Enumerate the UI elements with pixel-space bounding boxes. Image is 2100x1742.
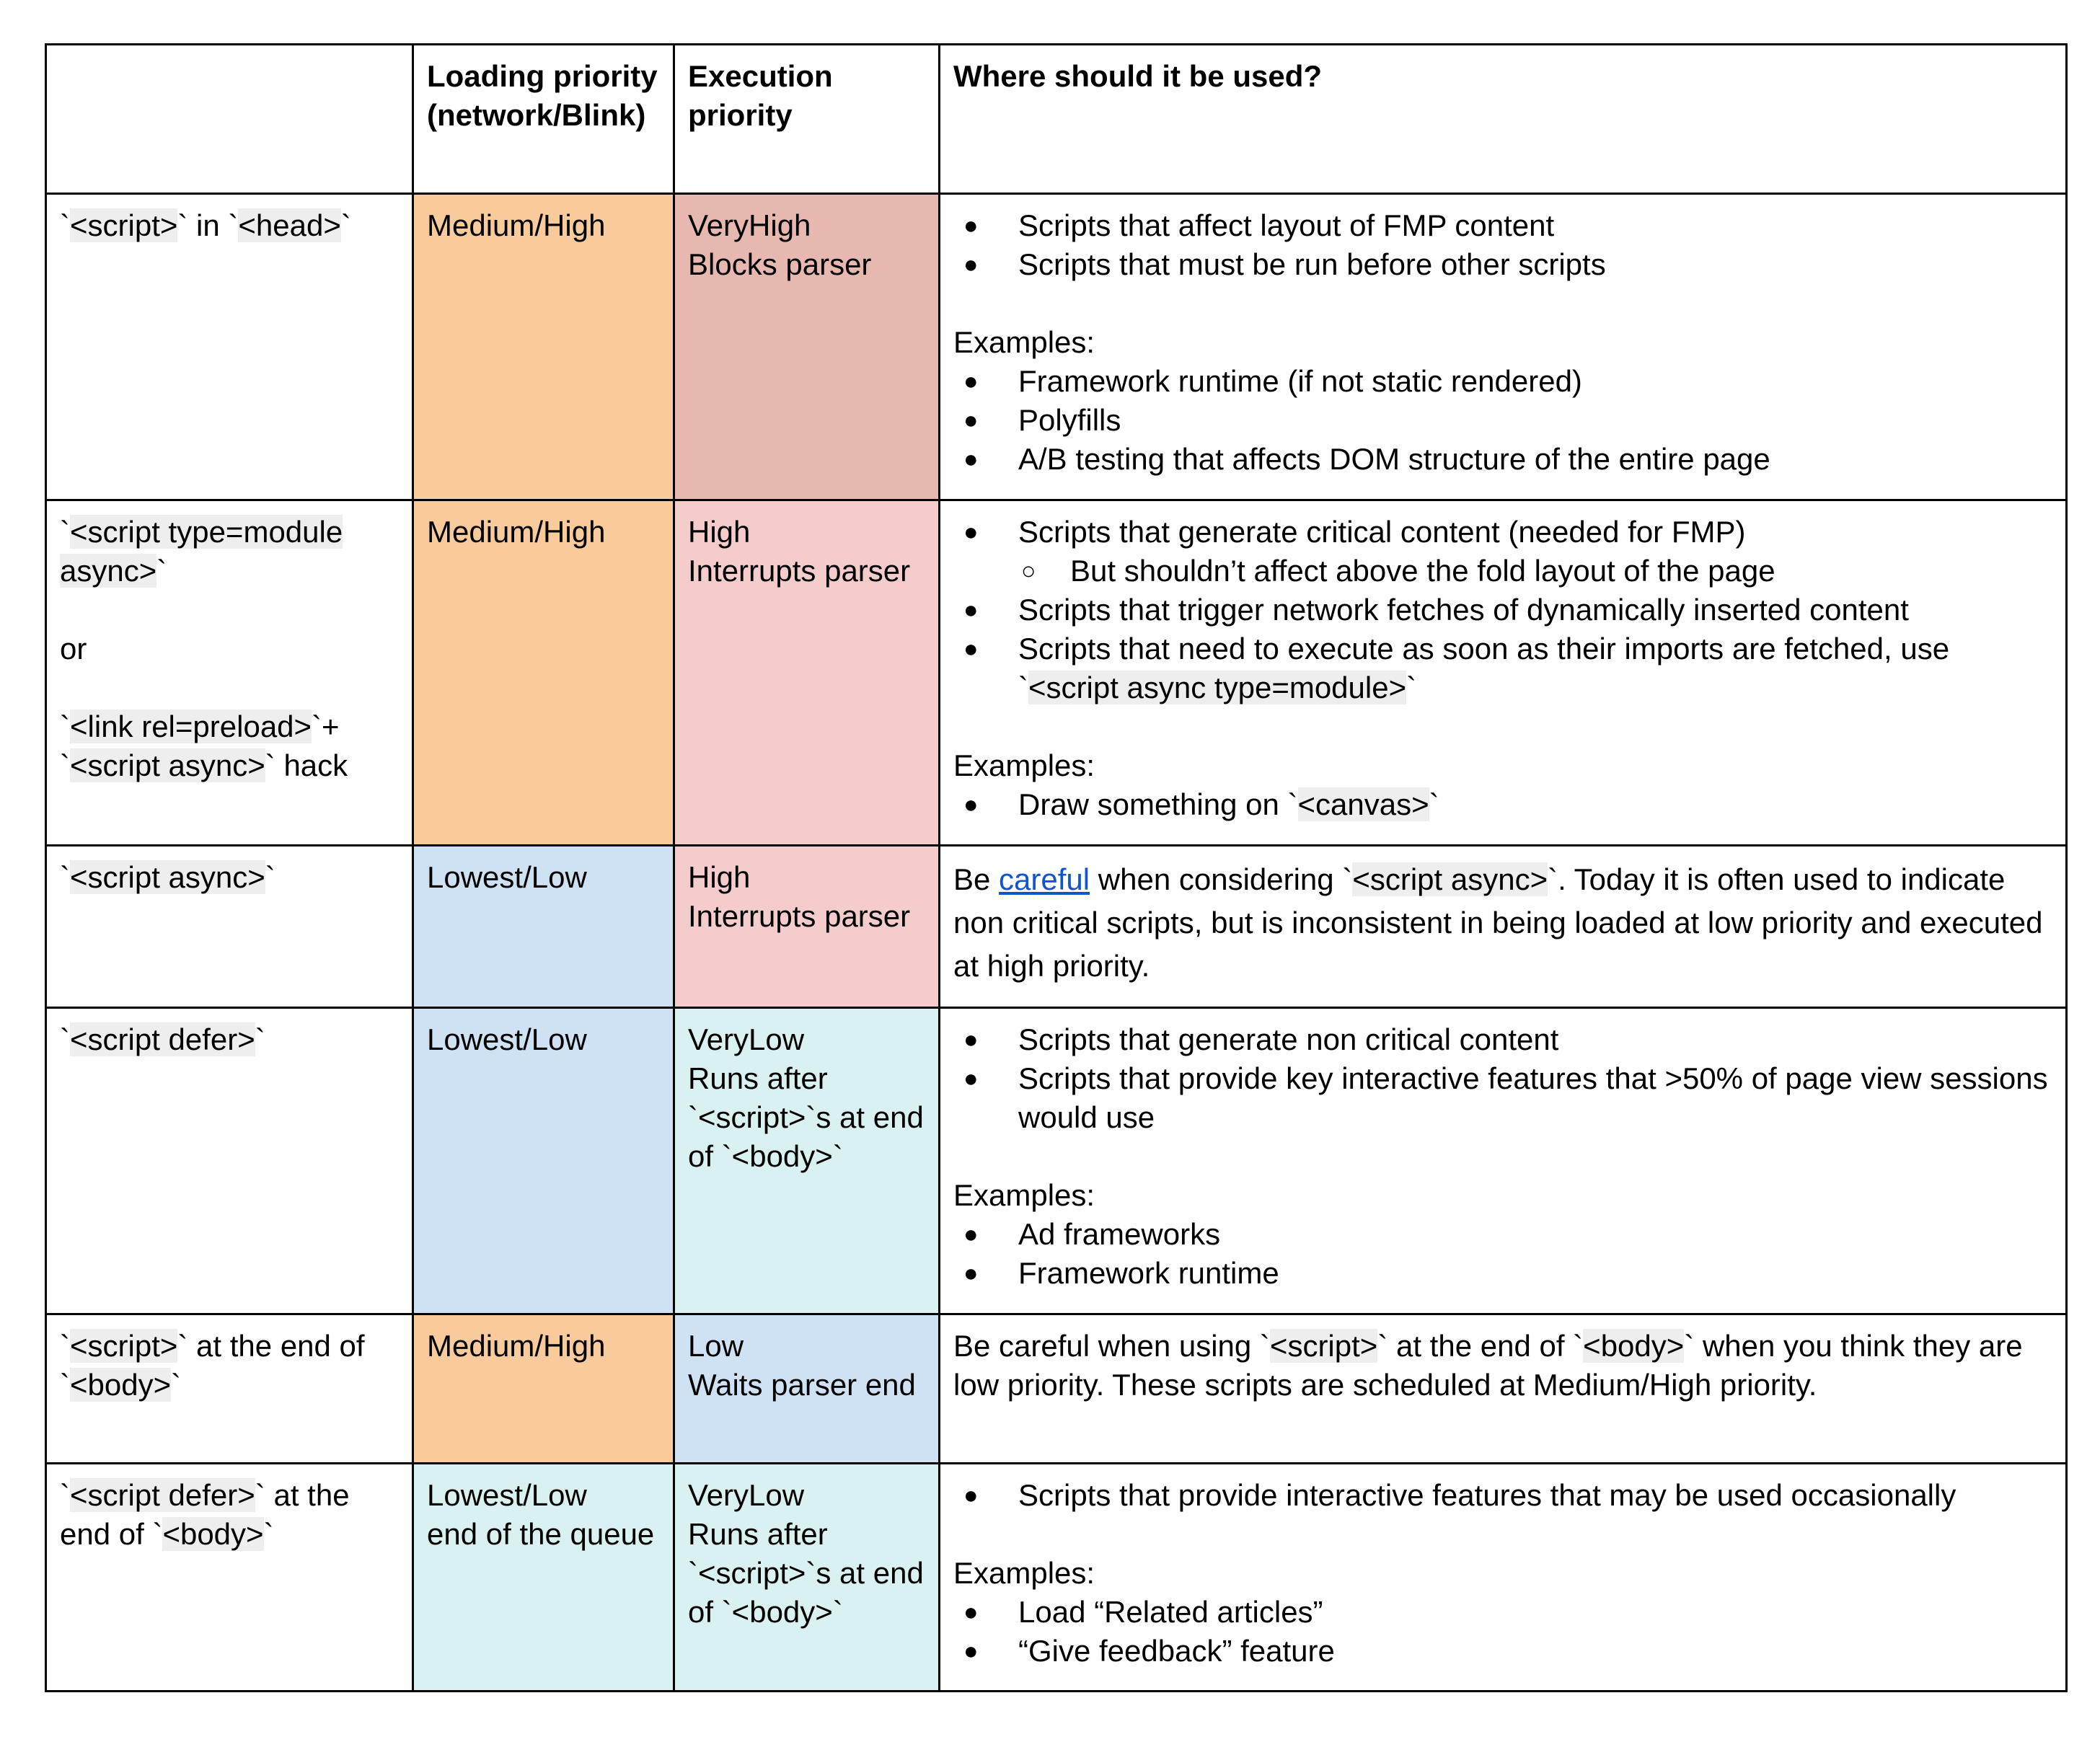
careful-link[interactable]: careful xyxy=(999,862,1090,896)
examples-label: Examples: xyxy=(953,1178,1095,1212)
list-item: ● Polyfills xyxy=(953,401,2052,440)
examples-list xyxy=(953,362,2052,479)
list-item: ○ But shouldn’t affect above the fold layout of the page xyxy=(1018,552,2052,591)
list-item: ● Scripts that generate non critical content xyxy=(953,1020,2052,1059)
list-item: ● Scripts that provide interactive features that may be used occasionally xyxy=(953,1476,2052,1515)
table-row xyxy=(46,846,2067,1008)
examples-label: Examples: xyxy=(953,1556,1095,1590)
code-snippet: <head> xyxy=(238,208,341,242)
loading-priority-cell: Medium/High xyxy=(413,500,674,846)
table-row xyxy=(46,1008,2067,1314)
list-item: ● Framework runtime xyxy=(953,1254,2052,1293)
code-snippet: <body> xyxy=(1583,1329,1685,1363)
usage-cell xyxy=(940,1464,2067,1692)
usage-cell xyxy=(940,1314,2067,1464)
list-item: ● Scripts that need to execute as soon as their imports are fetched, use `<script async type=module>` xyxy=(953,629,2052,707)
usage-text: Be careful when using `<script>` at the end of `<body>` when you think they are low priority. These scripts are scheduled at Medium/High priority. xyxy=(953,1329,2023,1402)
usage-list xyxy=(953,1020,2052,1137)
execution-priority-cell: VeryLow Runs after `<script>`s at end of `<body>` xyxy=(674,1008,940,1314)
list-item: ● A/B testing that affects DOM structure of the entire page xyxy=(953,440,2052,479)
list-item: ● Scripts that must be run before other scripts xyxy=(953,245,2052,284)
list-item: ● Scripts that affect layout of FMP content xyxy=(953,206,2052,245)
loading-priority-cell: Lowest/Low xyxy=(413,846,674,1008)
list-item: ● Ad frameworks xyxy=(953,1215,2052,1254)
list-item: ● Scripts that generate critical content (needed for FMP) ○ But shouldn’t affect above the fold layout of the page xyxy=(953,513,2052,591)
code-snippet: <script type=module async> xyxy=(60,515,343,588)
list-item: ● Scripts that trigger network fetches of dynamically inserted content xyxy=(953,591,2052,629)
usage-list xyxy=(953,513,2052,707)
code-snippet: <script defer> xyxy=(70,1022,255,1056)
examples-list xyxy=(953,1593,2052,1671)
loading-priority-cell: Lowest/Low end of the queue xyxy=(413,1464,674,1692)
examples-list xyxy=(953,785,2052,824)
or-text: or xyxy=(60,632,87,666)
list-item: ● Scripts that provide key interactive features that >50% of page view sessions would use xyxy=(953,1059,2052,1137)
header-where-used: Where should it be used? xyxy=(940,45,2067,194)
method-cell: `<script>` at the end of `<body>` xyxy=(46,1314,413,1464)
usage-list xyxy=(953,1476,2052,1515)
loading-priority-cell: Lowest/Low xyxy=(413,1008,674,1314)
header-loading-priority: Loading priority (network/Blink) xyxy=(413,45,674,194)
sub-list xyxy=(1018,552,2052,591)
method-cell: `<script defer>` at the end of `<body>` xyxy=(46,1464,413,1692)
script-priority-table xyxy=(45,43,2068,1692)
examples-label: Examples: xyxy=(953,748,1095,782)
code-snippet: <script defer> xyxy=(70,1478,255,1512)
usage-list xyxy=(953,206,2052,284)
method-cell: `<script type=module async>` or `<link rel=preload>`+ `<script async>` hack xyxy=(46,500,413,846)
code-snippet: <script> xyxy=(1269,1329,1378,1363)
header-execution-priority: Execution priority xyxy=(674,45,940,194)
usage-cell xyxy=(940,846,2067,1008)
code-snippet: <canvas> xyxy=(1297,787,1429,821)
loading-priority-cell: Medium/High xyxy=(413,194,674,500)
execution-priority-cell: VeryHigh Blocks parser xyxy=(674,194,940,500)
code-snippet: <link rel=preload> xyxy=(70,709,312,743)
header-empty xyxy=(46,45,413,194)
examples-list xyxy=(953,1215,2052,1293)
method-cell: `<script async>` xyxy=(46,846,413,1008)
execution-priority-cell: Low Waits parser end xyxy=(674,1314,940,1464)
usage-cell xyxy=(940,1008,2067,1314)
usage-text: Be careful when considering `<script async>`. Today it is often used to indicate non critical scripts, but is inconsistent in being loaded at low priority and executed at high priority. xyxy=(953,862,2043,983)
code-snippet: <script async> xyxy=(70,860,265,894)
code-snippet: <script> xyxy=(70,1329,178,1363)
examples-label: Examples: xyxy=(953,325,1095,359)
table-row xyxy=(46,1464,2067,1692)
code-snippet: <body> xyxy=(162,1517,264,1551)
code-snippet: <body> xyxy=(70,1368,172,1402)
list-item: ● Framework runtime (if not static rendered) xyxy=(953,362,2052,401)
method-cell: `<script defer>` xyxy=(46,1008,413,1314)
execution-priority-cell: High Interrupts parser xyxy=(674,500,940,846)
execution-priority-cell: VeryLow Runs after `<script>`s at end of `<body>` xyxy=(674,1464,940,1692)
code-snippet: <script> xyxy=(70,208,178,242)
list-item: ● Load “Related articles” xyxy=(953,1593,2052,1632)
header-row xyxy=(46,45,2067,194)
list-item: ● Draw something on `<canvas>` xyxy=(953,785,2052,824)
table-row xyxy=(46,500,2067,846)
code-snippet: <script async> xyxy=(70,748,265,782)
code-snippet: <script async> xyxy=(1352,862,1548,896)
list-item: ● “Give feedback” feature xyxy=(953,1632,2052,1671)
loading-priority-cell: Medium/High xyxy=(413,1314,674,1464)
usage-cell xyxy=(940,500,2067,846)
code-snippet: <script async type=module> xyxy=(1028,671,1407,704)
execution-priority-cell: High Interrupts parser xyxy=(674,846,940,1008)
method-cell: `<script>` in `<head>` xyxy=(46,194,413,500)
usage-cell xyxy=(940,194,2067,500)
table-row xyxy=(46,1314,2067,1464)
table-row xyxy=(46,194,2067,500)
